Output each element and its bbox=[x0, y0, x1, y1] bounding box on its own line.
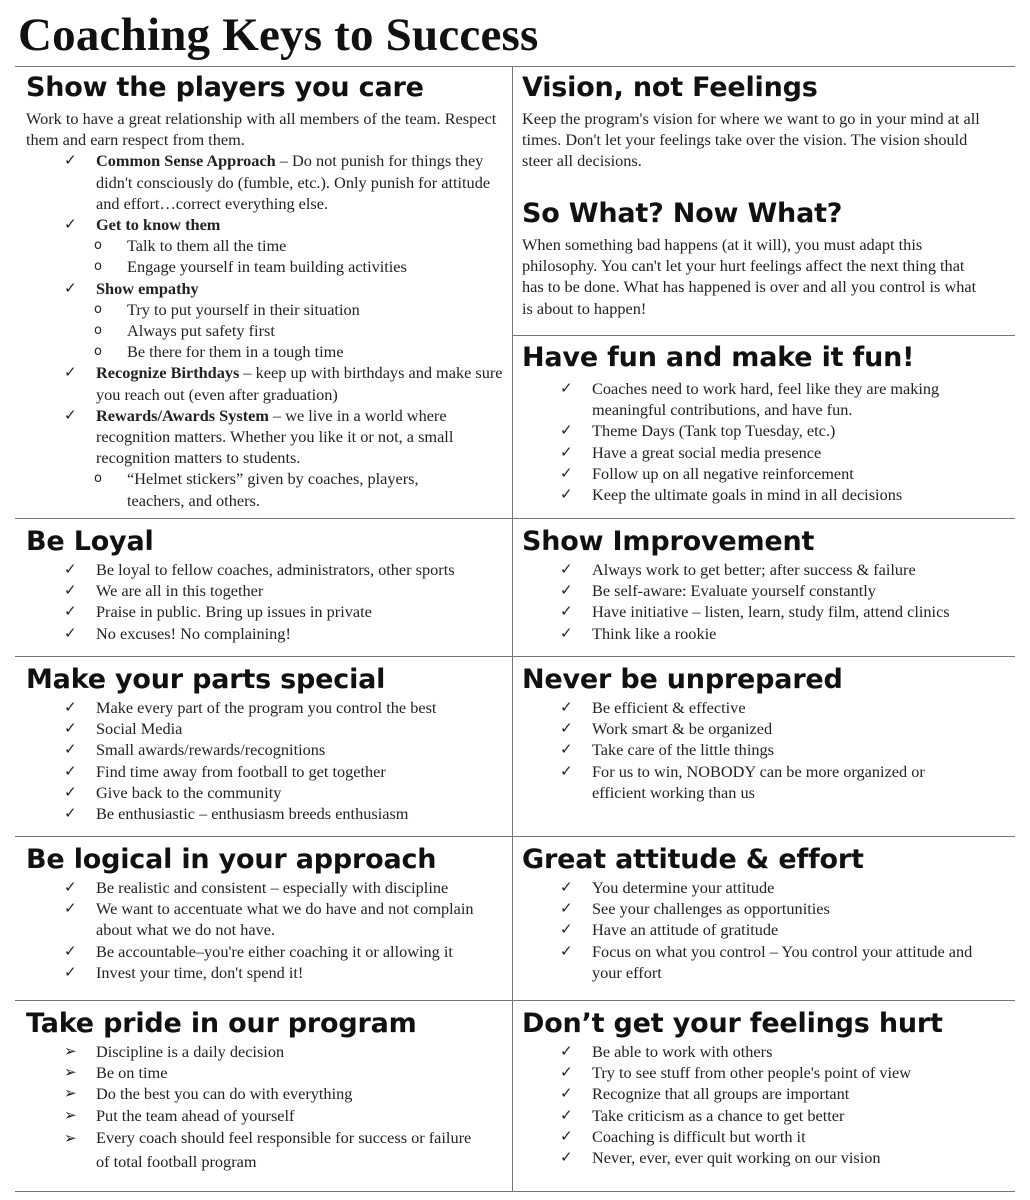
section-be-loyal bbox=[26, 525, 510, 644]
list-item: ✓ We are all in this together bbox=[64, 581, 264, 601]
section-body: When something bad happens (at it will), you must adapt this philosophy. You can't let your hurt feelings affect the next thing that has to be done. What has happened is over and all you control is what is about to happen! bbox=[522, 235, 977, 318]
section-feelings-hurt bbox=[522, 1007, 1002, 1168]
check-icon: ✓ bbox=[560, 941, 573, 960]
check-icon: ✓ bbox=[560, 1042, 573, 1060]
arrow-bullet-icon: ➢ bbox=[64, 1128, 77, 1147]
check-icon: ✓ bbox=[64, 151, 77, 170]
list-item: ✓ Small awards/rewards/recognitions bbox=[64, 740, 326, 760]
check-icon: ✓ bbox=[64, 740, 77, 759]
check-icon: ✓ bbox=[64, 278, 77, 297]
divider bbox=[15, 1000, 1015, 1001]
section-heading: Show Improvement bbox=[522, 526, 815, 557]
list-item: ✓ Invest your time, don't spend it! bbox=[64, 962, 304, 982]
list-item: ✓ Be efficient & effective bbox=[560, 698, 746, 717]
check-icon: ✓ bbox=[64, 405, 77, 424]
list-item: ✓ Be loyal to fellow coaches, administrators, other sports bbox=[64, 560, 455, 579]
list-item: ✓ Try to see stuff from other people's point of view bbox=[560, 1063, 912, 1083]
list-item: ✓ Give back to the community bbox=[64, 782, 282, 802]
column-divider bbox=[512, 66, 513, 1192]
check-icon: ✓ bbox=[64, 602, 77, 621]
list-item: ✓ Coaching is difficult but worth it bbox=[560, 1126, 806, 1146]
section-show-players-you-care bbox=[26, 71, 506, 511]
check-icon: ✓ bbox=[560, 1084, 573, 1103]
list-item: ✓ Always work to get better; after success & failure bbox=[560, 560, 916, 579]
list-item: ✓ Take care of the little things bbox=[560, 740, 774, 760]
divider bbox=[15, 656, 1015, 657]
section-take-pride bbox=[26, 1007, 510, 1174]
list-item: ✓ Follow up on all negative reinforcement bbox=[560, 463, 854, 483]
section-heading: Make your parts special bbox=[26, 664, 386, 695]
circle-bullet-icon: o bbox=[94, 301, 102, 317]
check-icon: ✓ bbox=[64, 215, 77, 234]
section-heading: So What? Now What? bbox=[522, 198, 843, 229]
check-icon: ✓ bbox=[64, 962, 77, 981]
list-item: ✓ Keep the ultimate goals in mind in all decisions bbox=[560, 485, 903, 505]
list-item: o Always put safety first bbox=[94, 321, 275, 341]
list-item: ✓ Work smart & be organized bbox=[560, 719, 773, 739]
list-item: ✓ Have initiative – listen, learn, study film, attend clinics bbox=[560, 602, 950, 622]
section-heading: Great attitude & effort bbox=[522, 844, 864, 875]
check-icon: ✓ bbox=[560, 719, 573, 738]
list-item: ➢ Put the team ahead of yourself bbox=[64, 1105, 295, 1125]
check-icon: ✓ bbox=[560, 442, 573, 461]
circle-bullet-icon: o bbox=[94, 344, 102, 360]
list-item: ✓ Rewards/Awards System – we live in a world where recognition matters. Whether you like it or not, a small recognition matters to students. bbox=[64, 405, 454, 468]
divider bbox=[513, 335, 1015, 336]
list-item: o “Helmet stickers” given by coaches, players, teachers, and others. bbox=[94, 469, 419, 510]
divider bbox=[15, 66, 1015, 67]
list-item: ✓ Common Sense Approach – Do not punish for things they didn't consciously do (fumble, etc.). Only punish for attitude and effort…correct everything else. bbox=[64, 151, 491, 213]
list-item: o Be there for them in a tough time bbox=[94, 342, 344, 362]
check-icon: ✓ bbox=[64, 581, 77, 600]
list-item: ✓ We want to accentuate what we do have and not complain about what we do not have. bbox=[64, 899, 474, 940]
section-heading: Be logical in your approach bbox=[26, 844, 437, 875]
list-item: ✓ You determine your attitude bbox=[560, 878, 775, 897]
check-icon: ✓ bbox=[560, 560, 573, 578]
section-never-be-unprepared bbox=[522, 663, 992, 803]
list-item: ✓ Think like a rookie bbox=[560, 623, 717, 643]
check-icon: ✓ bbox=[560, 623, 573, 642]
check-icon: ✓ bbox=[560, 379, 573, 397]
page-title: Coaching Keys to Success bbox=[18, 9, 539, 61]
check-icon: ✓ bbox=[560, 602, 573, 621]
list-item: ➢ Be on time bbox=[64, 1063, 168, 1083]
list-item: ✓ Take criticism as a chance to get better bbox=[560, 1105, 845, 1125]
section-heading: Vision, not Feelings bbox=[522, 72, 818, 103]
check-icon: ✓ bbox=[560, 485, 573, 504]
circle-bullet-icon: o bbox=[94, 471, 102, 487]
arrow-bullet-icon: ➢ bbox=[64, 1105, 77, 1124]
check-icon: ✓ bbox=[560, 698, 573, 716]
list-item: ➢ Do the best you can do with everything bbox=[64, 1084, 353, 1104]
check-icon: ✓ bbox=[560, 1148, 573, 1167]
check-icon: ✓ bbox=[560, 740, 573, 759]
list-item: ✓ Recognize Birthdays – keep up with birthdays and make sure you reach out (even after graduation) bbox=[64, 363, 503, 404]
check-icon: ✓ bbox=[560, 1105, 573, 1124]
divider bbox=[15, 518, 1015, 519]
list-item: ✓ Get to know them bbox=[64, 215, 221, 235]
list-item: ✓ Praise in public. Bring up issues in private bbox=[64, 602, 372, 622]
list-item: ➢ Every coach should feel responsible for success or failure of total football program bbox=[64, 1127, 472, 1171]
section-heading: Show the players you care bbox=[26, 72, 424, 103]
check-icon: ✓ bbox=[64, 560, 77, 578]
divider bbox=[15, 1191, 1015, 1192]
list-item: ✓ Social Media bbox=[64, 719, 183, 739]
circle-bullet-icon: o bbox=[94, 259, 102, 275]
list-item: ✓ No excuses! No complaining! bbox=[64, 623, 291, 643]
section-vision-not-feelings bbox=[522, 71, 990, 172]
list-item: o Engage yourself in team building activities bbox=[94, 257, 407, 277]
check-icon: ✓ bbox=[64, 363, 77, 382]
check-icon: ✓ bbox=[560, 581, 573, 600]
list-item: ✓ Be self-aware: Evaluate yourself constantly bbox=[560, 581, 876, 601]
section-heading: Have fun and make it fun! bbox=[522, 342, 915, 373]
list-item: ✓ For us to win, NOBODY can be more organized or efficient working than us bbox=[560, 761, 925, 802]
check-icon: ✓ bbox=[64, 782, 77, 801]
check-icon: ✓ bbox=[560, 878, 573, 896]
check-icon: ✓ bbox=[64, 941, 77, 960]
list-item: ✓ Be enthusiastic – enthusiasm breeds enthusiasm bbox=[64, 804, 409, 824]
check-icon: ✓ bbox=[64, 899, 77, 918]
arrow-bullet-icon: ➢ bbox=[64, 1042, 77, 1060]
arrow-bullet-icon: ➢ bbox=[64, 1063, 77, 1082]
check-icon: ✓ bbox=[560, 899, 573, 918]
section-show-improvement bbox=[522, 525, 1012, 644]
section-so-what-now-what bbox=[522, 197, 990, 319]
list-item: ✓ Be accountable–you're either coaching it or allowing it bbox=[64, 941, 453, 961]
check-icon: ✓ bbox=[64, 623, 77, 642]
check-icon: ✓ bbox=[64, 878, 77, 896]
list-item: o Try to put yourself in their situation bbox=[94, 299, 360, 319]
list-item: ✓ Have an attitude of gratitude bbox=[560, 920, 779, 940]
list-item: ✓ Be realistic and consistent – especially with discipline bbox=[64, 878, 449, 897]
circle-bullet-icon: o bbox=[94, 323, 102, 339]
list-item: o Talk to them all the time bbox=[94, 236, 287, 256]
section-be-logical bbox=[26, 843, 510, 983]
section-heading: Don’t get your feelings hurt bbox=[522, 1008, 943, 1039]
section-heading: Be Loyal bbox=[26, 526, 154, 557]
check-icon: ✓ bbox=[560, 761, 573, 780]
list-item: ✓ Show empathy bbox=[64, 278, 199, 298]
check-icon: ✓ bbox=[64, 761, 77, 780]
check-icon: ✓ bbox=[64, 804, 77, 823]
list-item: ✓ Be able to work with others bbox=[560, 1042, 773, 1061]
list-item: ✓ Coaches need to work hard, feel like they are making meaningful contributions, and have fun. bbox=[560, 379, 940, 420]
section-heading: Take pride in our program bbox=[26, 1008, 417, 1039]
check-icon: ✓ bbox=[64, 698, 77, 716]
check-icon: ✓ bbox=[560, 421, 573, 440]
section-body: Keep the program's vision for where we want to go in your mind at all times. Don't let your feelings take over the vision. The vision should steer all decisions. bbox=[522, 109, 980, 171]
check-icon: ✓ bbox=[560, 920, 573, 939]
section-have-fun bbox=[522, 341, 1002, 505]
section-heading: Never be unprepared bbox=[522, 664, 843, 695]
arrow-bullet-icon: ➢ bbox=[64, 1084, 77, 1103]
list-item: ✓ Theme Days (Tank top Tuesday, etc.) bbox=[560, 421, 836, 441]
list-item: ✓ Have a great social media presence bbox=[560, 442, 822, 462]
check-icon: ✓ bbox=[560, 463, 573, 482]
section-great-attitude bbox=[522, 843, 998, 983]
check-icon: ✓ bbox=[64, 719, 77, 738]
list-item: ✓ Find time away from football to get together bbox=[64, 761, 386, 781]
section-intro: Work to have a great relationship with all members of the team. Respect them and earn respect from them. bbox=[26, 109, 497, 150]
list-item: ✓ Never, ever, ever quit working on our vision bbox=[560, 1148, 881, 1168]
check-icon: ✓ bbox=[560, 1126, 573, 1145]
section-make-parts-special bbox=[26, 663, 510, 824]
list-item: ✓ Recognize that all groups are important bbox=[560, 1084, 850, 1104]
list-item: ✓ See your challenges as opportunities bbox=[560, 899, 830, 919]
list-item: ✓ Make every part of the program you control the best bbox=[64, 698, 437, 717]
list-item: ✓ Focus on what you control – You control your attitude and your effort bbox=[560, 941, 973, 982]
list-item: ➢ Discipline is a daily decision bbox=[64, 1042, 285, 1061]
divider bbox=[15, 836, 1015, 837]
check-icon: ✓ bbox=[560, 1063, 573, 1082]
circle-bullet-icon: o bbox=[94, 238, 102, 254]
